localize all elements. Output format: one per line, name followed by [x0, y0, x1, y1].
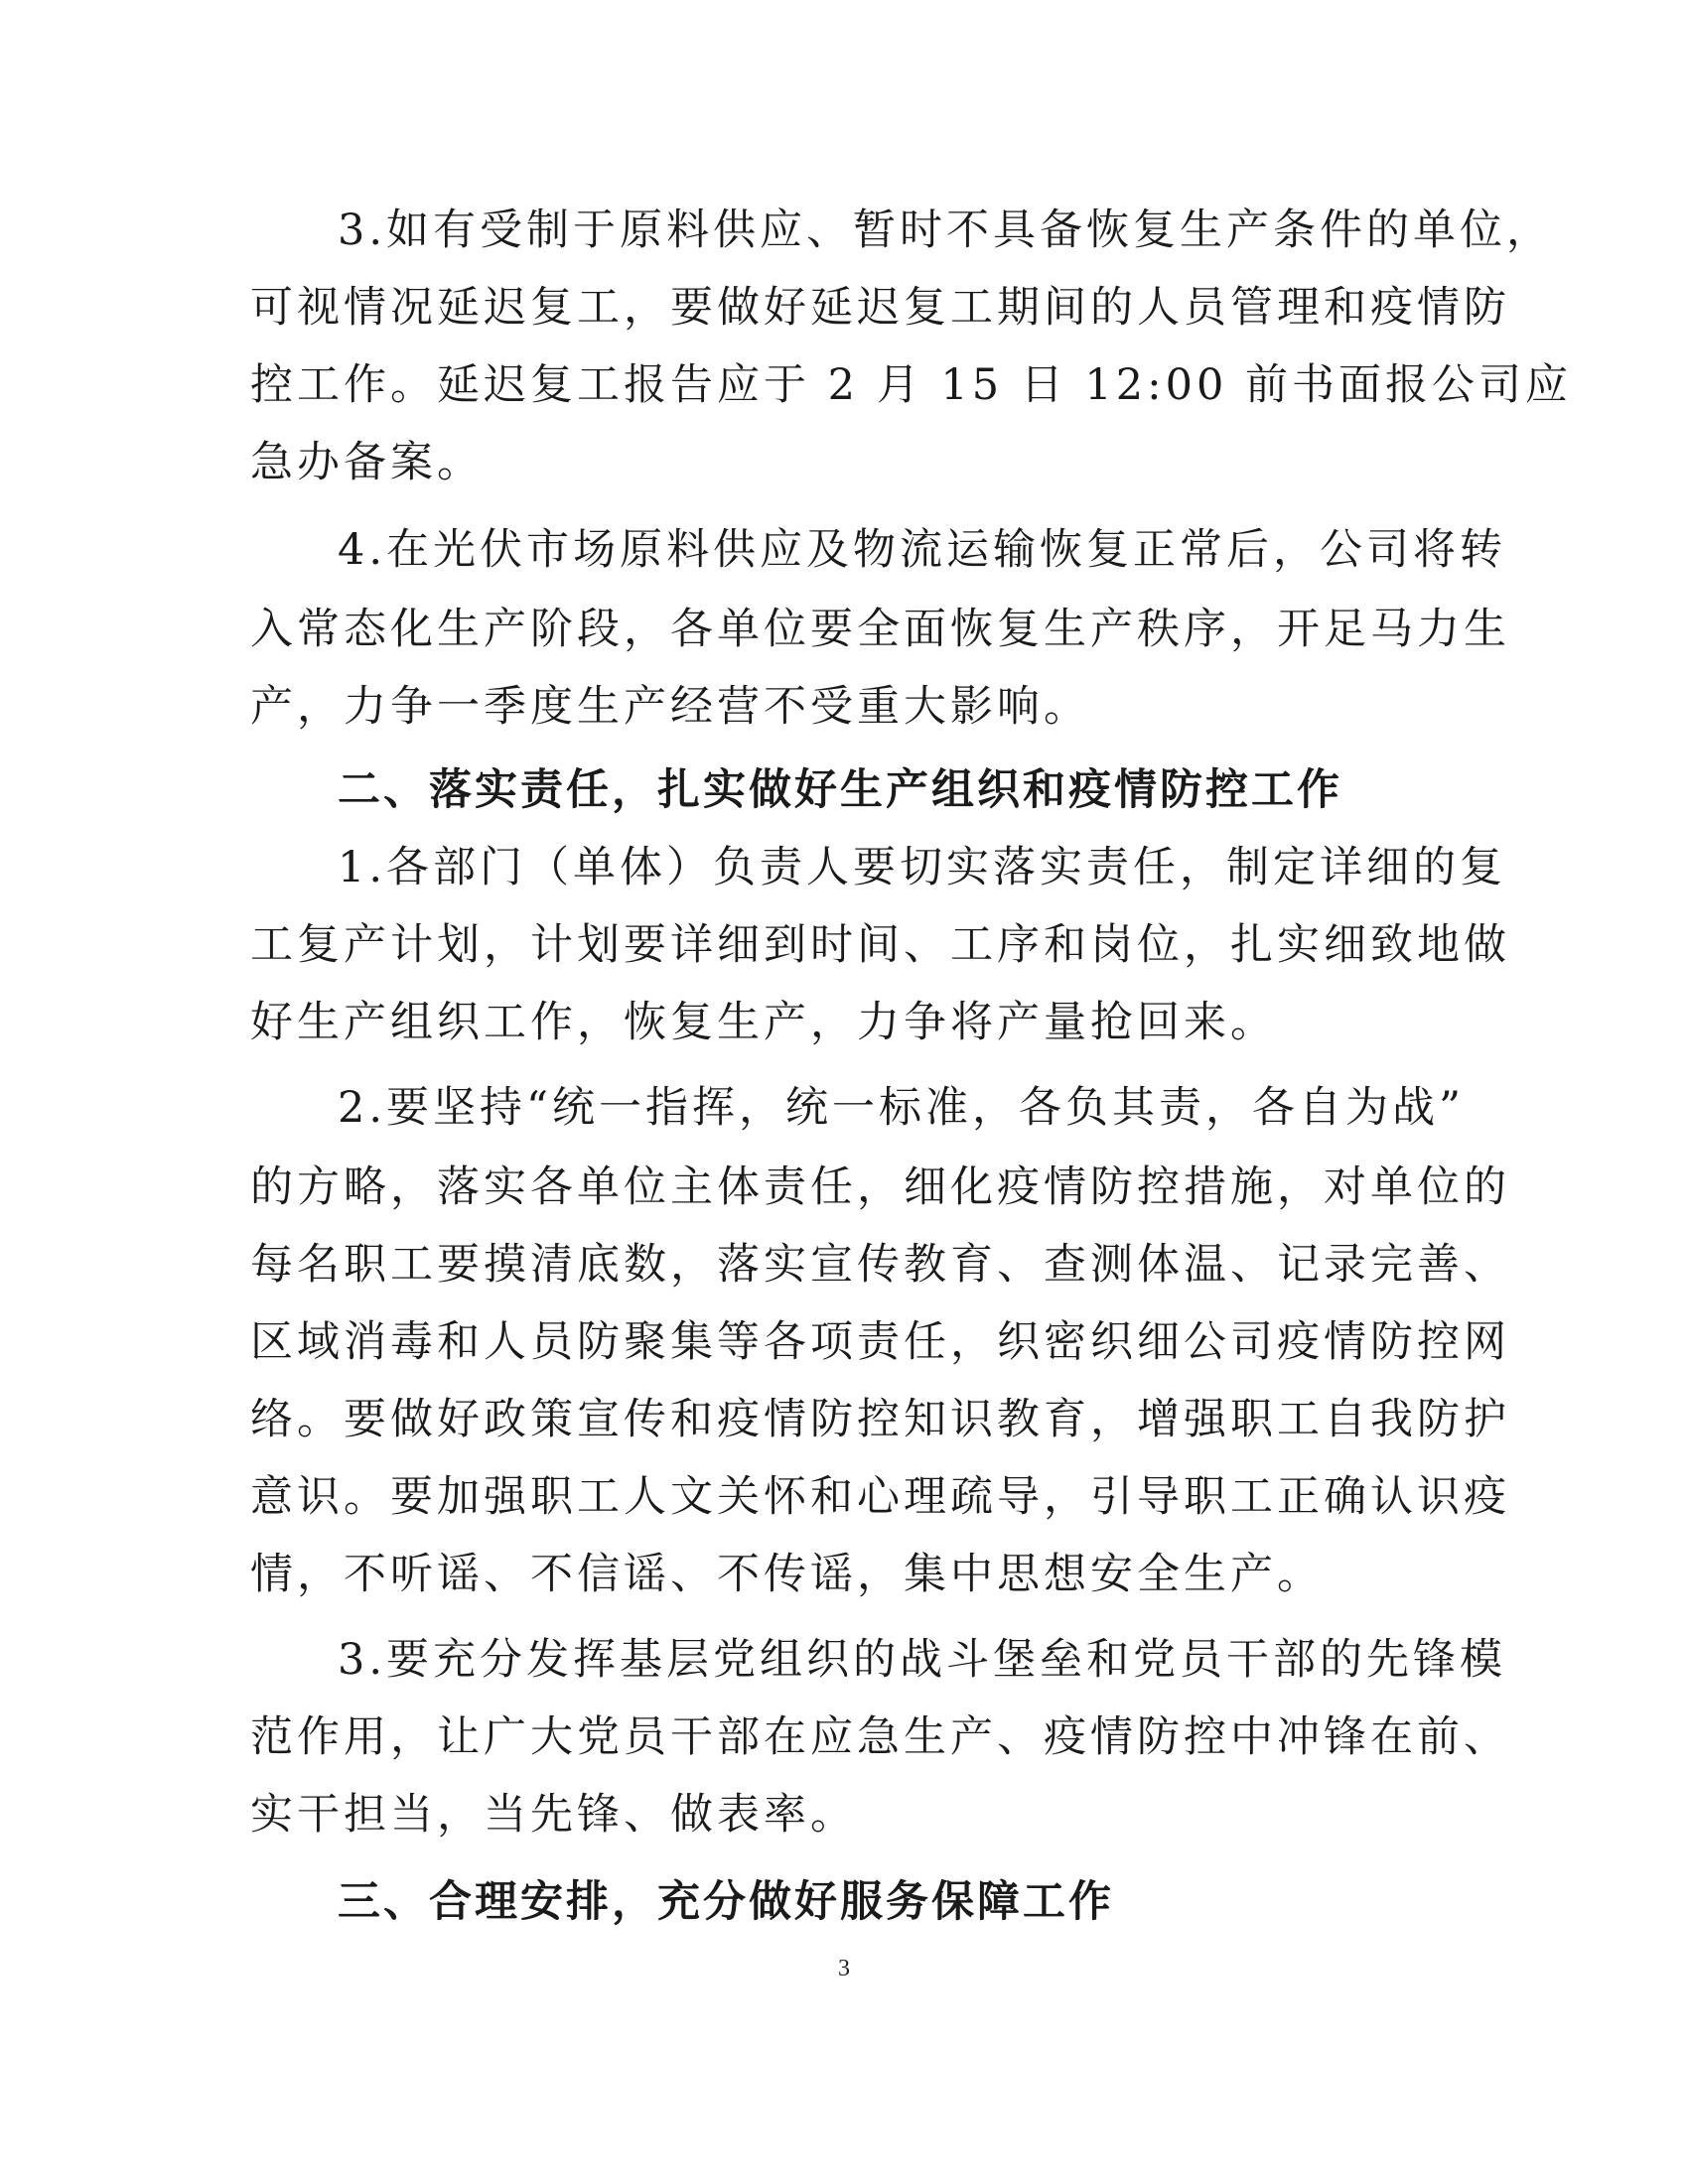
paragraph-line: 区域消毒和人员防聚集等各项责任，织密织细公司疫情防控网: [250, 1317, 1510, 1367]
paragraph-line: 入常态化生产阶段，各单位要全面恢复生产秩序，开足马力生: [250, 605, 1510, 654]
paragraph-line: 急办备案。: [250, 438, 484, 487]
section-heading: 二、落实责任，扎实做好生产组织和疫情防控工作: [338, 765, 1342, 815]
paragraph-line: 4.在光伏市场原料供应及物流运输恢复正常后，公司将转: [338, 525, 1507, 575]
paragraph-line: 络。要做好政策宣传和疫情防控知识教育，增强职工自我防护: [250, 1395, 1510, 1444]
page-number: 3: [838, 1956, 850, 1981]
paragraph-line: 1.各部门（单体）负责人要切实落实责任，制定详细的复: [338, 843, 1507, 892]
paragraph-line: 实干担当，当先锋、做表率。: [250, 1790, 857, 1840]
paragraph-line: 3.如有受制于原料供应、暂时不具备恢复生产条件的单位，: [338, 205, 1554, 255]
paragraph-line: 2.要坚持“统一指挥，统一标准，各负其责，各自为战”: [338, 1083, 1465, 1133]
paragraph-line: 可视情况延迟复工，要做好延迟复工期间的人员管理和疫情防: [250, 283, 1510, 333]
paragraph-line: 的方略，落实各单位主体责任，细化疫情防控措施，对单位的: [250, 1162, 1510, 1212]
paragraph-line: 范作用，让广大党员干部在应急生产、疫情防控中冲锋在前、: [250, 1712, 1510, 1762]
paragraph-line: 产，力争一季度生产经营不受重大影响。: [250, 682, 1090, 732]
paragraph-line: 好生产组织工作，恢复生产，力争将产量抢回来。: [250, 998, 1277, 1047]
paragraph-line: 情，不听谣、不信谣、不传谣，集中思想安全生产。: [250, 1550, 1324, 1599]
paragraph-line: 工复产计划，计划要详细到时间、工序和岗位，扎实细致地做: [250, 920, 1510, 970]
section-heading: 三、合理安排，充分做好服务保障工作: [338, 1877, 1114, 1927]
paragraph-line: 控工作。延迟复工报告应于 2 月 15 日 12:00 前书面报公司应: [250, 360, 1573, 410]
paragraph-line: 每名职工要摸清底数，落实宣传教育、查测体温、记录完善、: [250, 1240, 1510, 1290]
paragraph-line: 3.要充分发挥基层党组织的战斗堡垒和党员干部的先锋模: [338, 1635, 1507, 1685]
paragraph-line: 意识。要加强职工人文关怀和心理疏导，引导职工正确认识疫: [250, 1472, 1510, 1522]
